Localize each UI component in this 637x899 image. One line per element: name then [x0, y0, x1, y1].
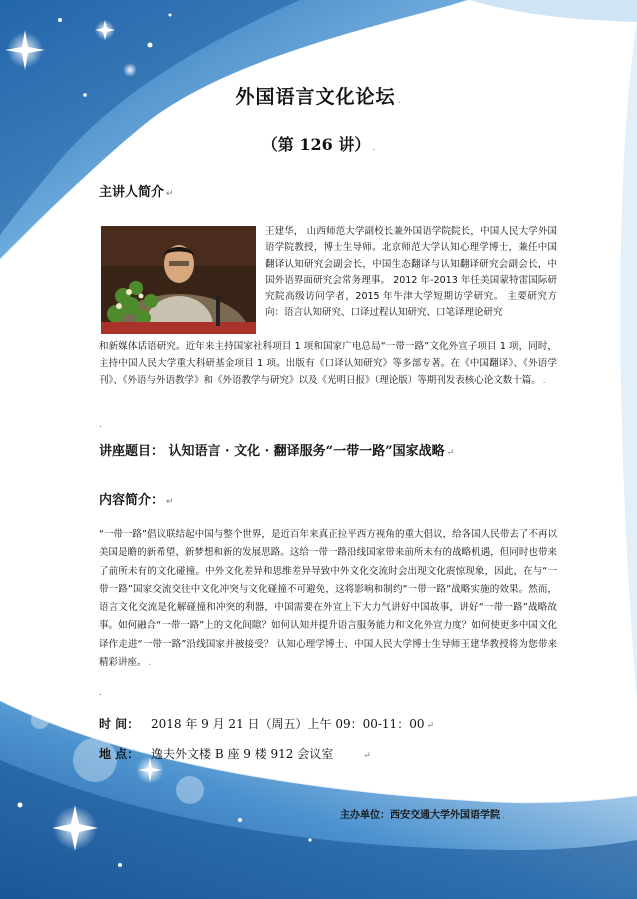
place-label: 地 点：	[99, 747, 140, 761]
organizer: 主办单位：西安交通大学外国语学院 .	[340, 810, 505, 821]
speaker-heading: 主讲人简介 ↵	[99, 185, 174, 200]
paragraph-mark: .	[99, 420, 102, 430]
summary-heading: 内容简介： ↵	[99, 493, 174, 508]
time-label: 时 间：	[99, 717, 140, 731]
time-value: 2018 年 9 月 21 日（周五）上午 09：00-11：00	[151, 717, 425, 731]
speaker-photo	[101, 226, 256, 334]
summary-body: “一带一路”倡议联结起中国与整个世界，是近百年来真正拉平西方视角的重大倡议，给各国人民带去了不再以美国是瞻的新希望、新梦想和新的发展思路。这给一带一路沿线国家带来前所未有的战略机遇，但同时也带来了前所未有的文化碰撞。中外文化差异和思维差异导致中外文化交流时会出现文化震惊现象，因此，在与“一带一路”国家交流交往中文化冲突与文化碰撞不可避免，这将影响和制约“一带一路”战略实施的效果。然而，语言文化交流是化解碰撞和冲突的利器，中国需要在外宣上下大力气讲好中国故事，讲好“一带一路”战略故事。如何融合“一带一路”上的文化间隙？如何认知并提升语言服务能力和文化外宣力度？如何使更多中国文化译作走进“一带一路”沿线国家并被接受？ 认知心理学博士、中国人民大学博士生导师王建华教授将为您带来精彩讲座。 .	[99, 529, 557, 669]
time-row: 时 间： 2018 年 9 月 21 日（周五）上午 09：00-11：00 ↵	[99, 717, 435, 731]
place-row: 地 点： 逸夫外文楼 B 座 9 楼 912 会议室 ↵	[99, 747, 371, 761]
place-value: 逸夫外文楼 B 座 9 楼 912 会议室	[151, 747, 334, 761]
paragraph-mark: .	[99, 688, 102, 698]
poster-title: 外国语言文化论坛 .	[235, 86, 402, 108]
speaker-bio-side: 王建华， 山西师范大学副校长兼外国语学院院长，中国人民大学外国语学院教授，博士生导师。北京师范大学认知心理学博士，兼任中国翻译认知研究会副会长，中国生态翻译与认知翻译研究会副会长，中国外语界面研究会常务理事。 2012 年-2013 年任美国蒙特雷国际研究院高级访问学者，2015 年牛津大学短期访学研究。 主要研究方向：语言认知研究、口译过程认知研究、口笔译理论研究	[265, 226, 557, 319]
speaker-bio-continued: 和新媒体话语研究。近年来主持国家社科项目 1 项和国家广电总局“一带一路”文化外宣子项目 1 项，同时，主持中国人民大学重大科研基金项目 1 项。出版有《口译认知研究》等多部专著。在《中国翻译》、《外语学刊》、《外语与外语教学》和《外语教学与研究》以及《光明日报》（理论版）等期刊发表核心论文数十篇。 .	[99, 341, 557, 387]
lecture-topic: 讲座题目： 认知语言 · 文化 · 翻译服务“一带一路”国家战略 ↵	[99, 444, 455, 459]
lecture-number: （第 126 讲） .	[261, 135, 376, 154]
